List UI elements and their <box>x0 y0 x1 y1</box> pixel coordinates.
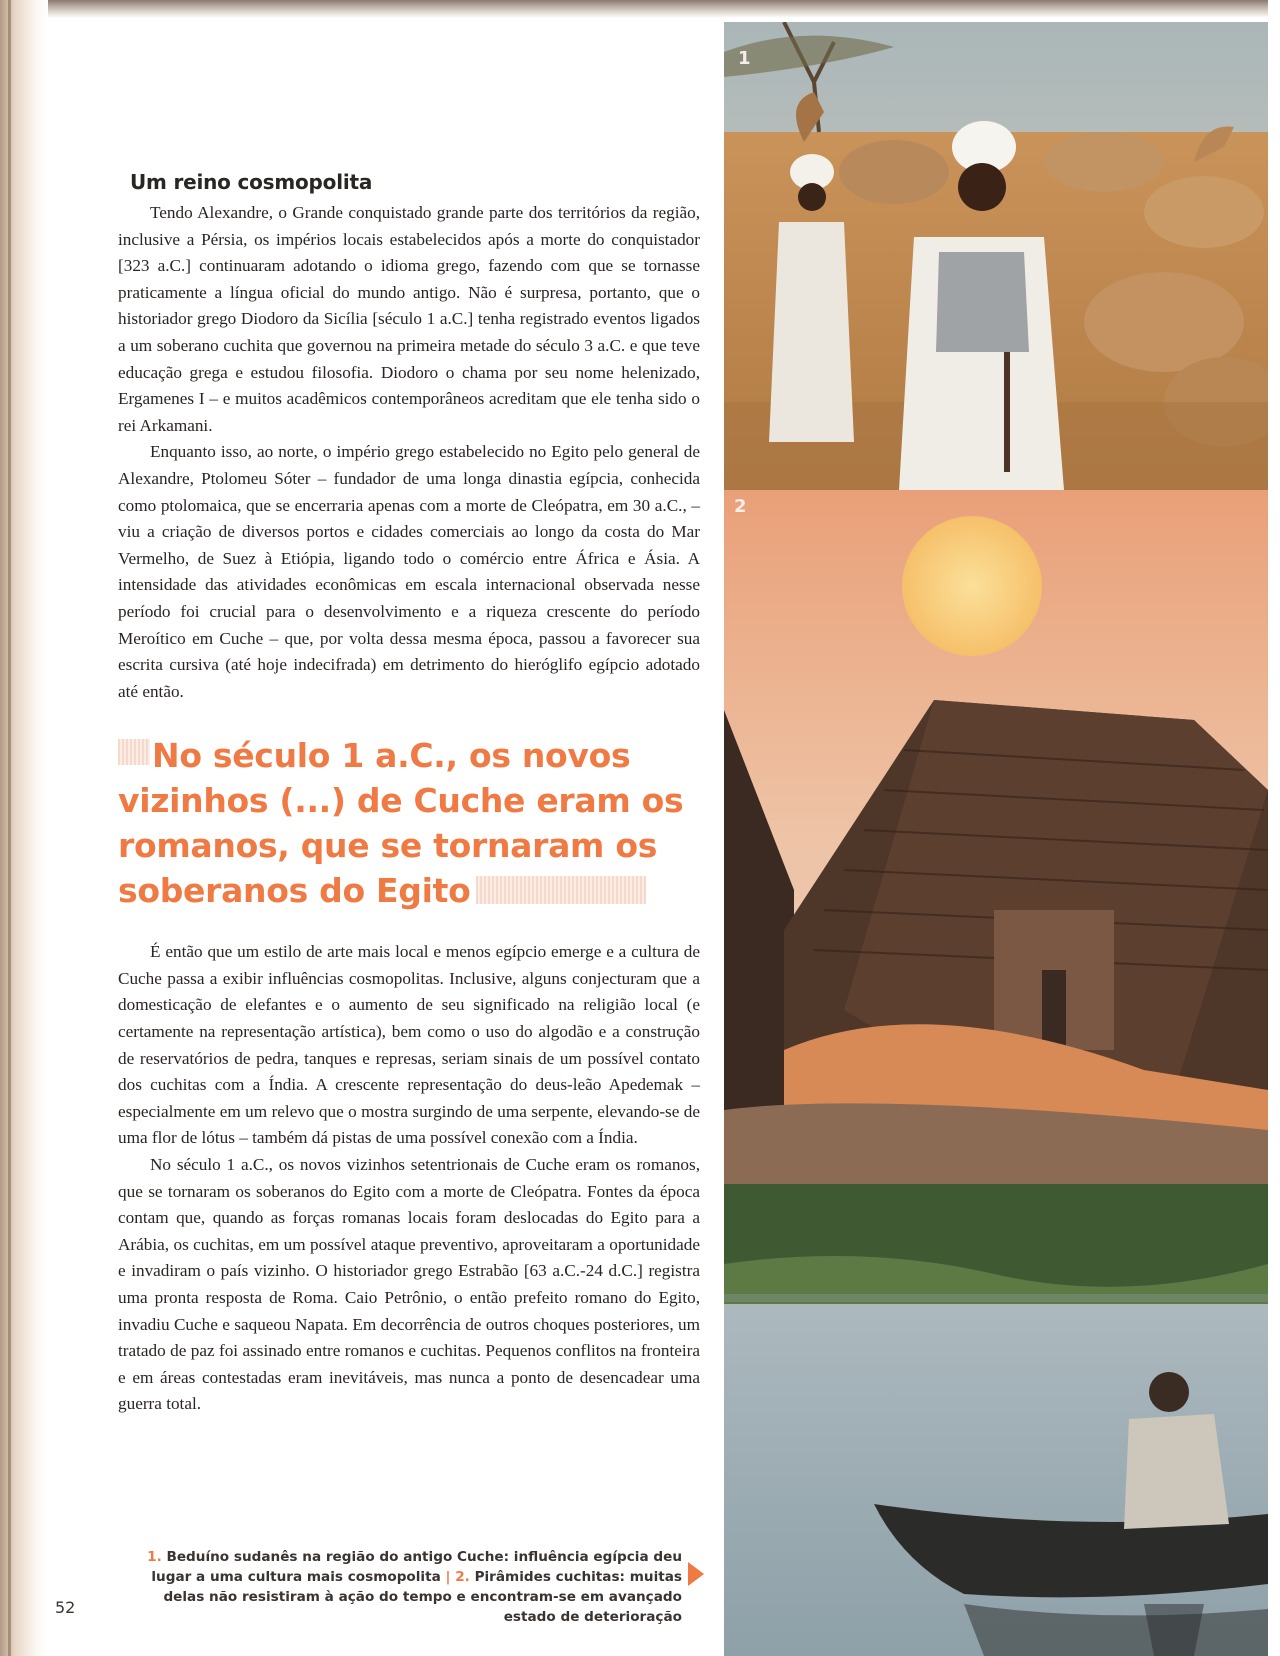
photo-river-boat <box>724 1184 1268 1656</box>
paragraph-1: Tendo Alexandre, o Grande conquistado grande parte dos territórios da região, inclusive a Pérsia, os impérios locais estabelecidos após a morte do conquistador [323 a.C.] continuaram adotando o idioma grego, fazendo com que se tornasse praticamente a língua oficial do mundo antigo. Não é surpresa, portanto, que o historiador grego Diodoro da Sicília [século 1 a.C.] tenha registrado eventos ligados a um soberano cuchita que governou na primeira metade do século 3 a.C. e que teve educação grega e estudou filosofia. Diodoro o chama por seu nome helenizado, Ergamenes I – e muitos acadêmicos contemporâneos acreditam que ele tenha sido o rei Arkamani. <box>118 203 700 435</box>
caption-number-2: 2. <box>455 1569 470 1585</box>
photo-2-label: 2 <box>734 496 747 517</box>
quote-close-mark <box>476 876 646 904</box>
paragraph-3: É então que um estilo de arte mais local e menos egípcio emerge e a cultura de Cuche passa a exibir influências cosmopolitas. Inclusive, alguns conjecturam que a domesticação de elefantes e o aumento de seu significado na religião local (e certamente na representação artística), bem como o uso do algodão e a construção de reservatórios de pedra, tanques e represas, seriam sinais de um possível contato dos cuchitas com a Índia. A crescente representação do deus-leão Apedemak – especialmente em um relevo que o mostra surgindo de uma serpente, elevando-se de uma flor de lótus – também dá pistas de uma possível conexão com a Índia. <box>118 942 700 1148</box>
caption-separator: | <box>445 1569 451 1585</box>
pull-quote <box>118 733 700 913</box>
quote-open-mark <box>118 739 150 765</box>
caption-text-2: Pirâmides cuchitas: muitas delas não resistiram à ação do tempo e encontram-se em avançado estado de deterioração <box>163 1569 682 1625</box>
kushite-pyramids-illustration <box>724 490 1268 1184</box>
binding-spine <box>8 0 11 1656</box>
photo-kushite-pyramids <box>724 490 1268 1184</box>
river-boat-illustration <box>724 1184 1268 1656</box>
photo-1-label: 1 <box>738 48 751 69</box>
page-number: 52 <box>55 1598 76 1617</box>
page-right-margin <box>1268 0 1280 1656</box>
article-column <box>118 170 700 1418</box>
page-binding-edge <box>0 0 48 1656</box>
bedouin-camels-illustration <box>724 22 1268 490</box>
page-edge-top <box>0 0 1280 18</box>
pull-quote-text: No século 1 a.C., os novos vizinhos (...) de Cuche eram os romanos, que se tornaram os soberanos do Egito <box>118 736 684 911</box>
caption-arrow-icon <box>688 1562 704 1586</box>
photo-caption <box>108 1547 682 1627</box>
caption-number-1: 1. <box>147 1549 162 1565</box>
paragraph-2: Enquanto isso, ao norte, o império grego estabelecido no Egito pelo general de Alexandre, Ptolomeu Sóter – fundador de uma longa dinastia egípcia, conhecida como ptolomaica, que se encerraria apenas com a morte de Cleópatra, em 30 a.C., – viu a criação de diversos portos e cidades comerciais ao longo da costa do Mar Vermelho, de Suez à Etiópia, ligando todo o comércio entre África e Ásia. A intensidade das atividades econômicas em escala internacional observada nesse período foi crucial para o desenvolvimento e a riqueza crescente do período Meroítico em Cuche – que, por volta dessa mesma época, passou a favorecer sua escrita cursiva (até hoje indecifrada) em detrimento do hieróglifo egípcio adotado até então. <box>118 442 700 701</box>
paragraph-4: No século 1 a.C., os novos vizinhos setentrionais de Cuche eram os romanos, que se tornaram os soberanos do Egito com a morte de Cleópatra. Fontes da época contam que, quando as forças romanas locais foram deslocadas do Egito para a Arábia, os cuchitas, em um possível ataque preventivo, aproveitaram a oportunidade e invadiram o país vizinho. O historiador grego Estrabão [63 a.C.-24 d.C.] registra uma pronta resposta de Roma. Caio Petrônio, o então prefeito romano do Egito, invadiu Cuche e saqueou Napata. Em decorrência de outros choques posteriores, um tratado de paz foi assinado entre romanos e cuchitas. Pequenos conflitos na fronteira e em áreas contestadas eram inevitáveis, mas nunca a ponto de desencadear uma guerra total. <box>118 1155 700 1414</box>
photo-bedouin-camels <box>724 22 1268 490</box>
section-heading: Um reino cosmopolita <box>130 170 373 194</box>
caption-text-1: Beduíno sudanês na região do antigo Cuche: influência egípcia deu lugar a uma cultura mais cosmopolita <box>151 1549 682 1585</box>
